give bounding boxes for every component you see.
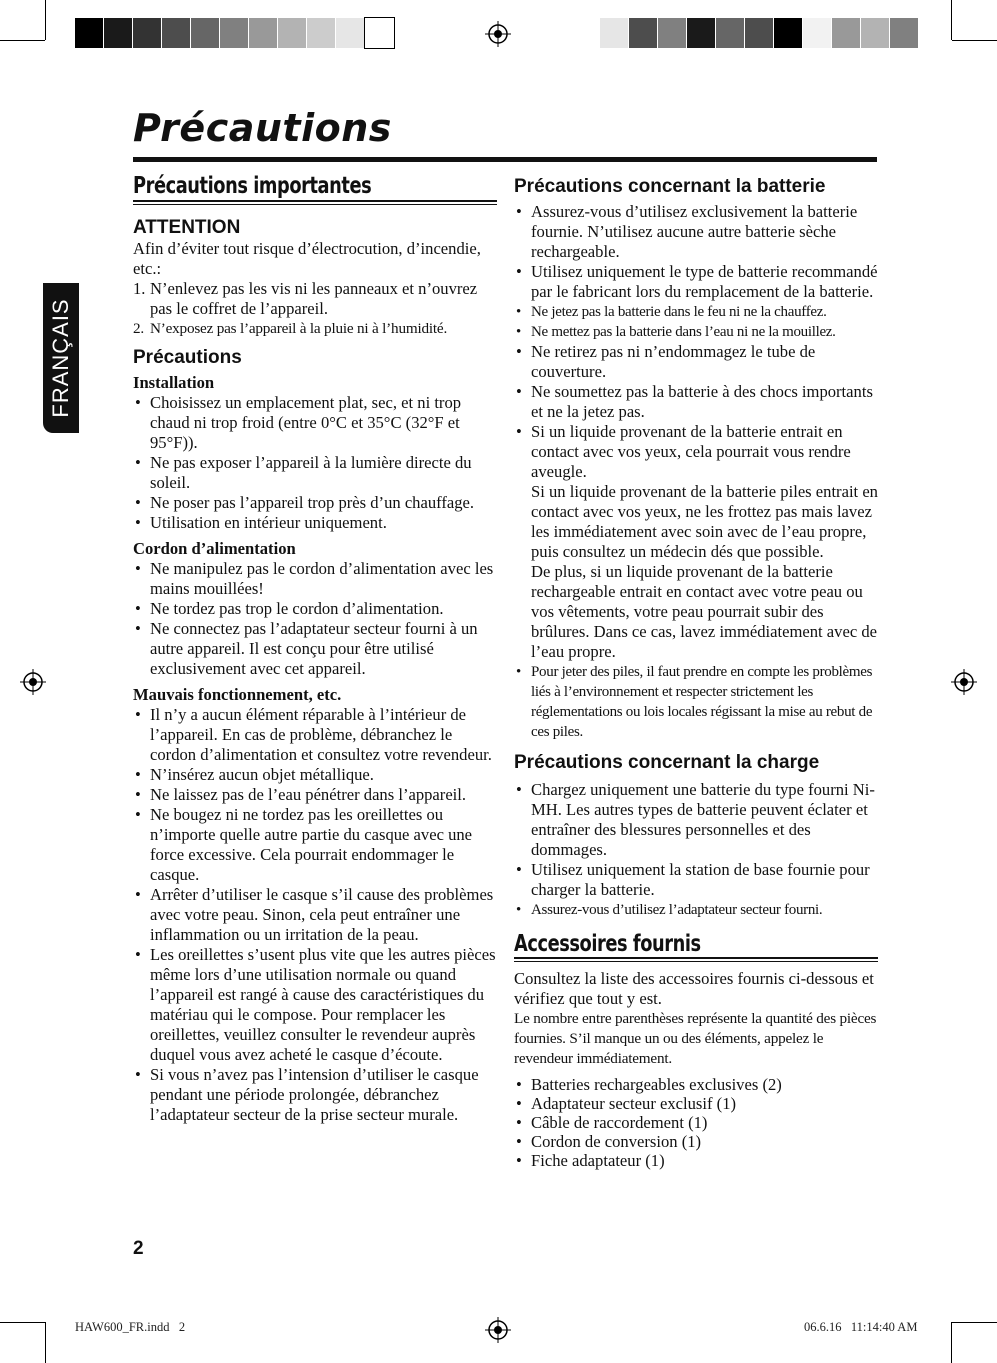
- malfunction-list: [133, 705, 497, 1125]
- registration-mark-icon: [485, 1317, 511, 1343]
- list-item: • Ne manipulez pas le cordon d’alimentation avec les mains mouillées!: [133, 559, 497, 599]
- bullet-continuation: Si un liquide provenant de la batterie piles entrait en contact avec vos yeux, ne les frottez pas mais lavez les immédiatement avec soin avec de l’eau propre, puis consultez un médecin dés que possible.: [531, 482, 878, 561]
- attention-heading: ATTENTION: [133, 217, 241, 238]
- list-item: • Fiche adaptateur (1): [514, 1151, 878, 1170]
- color-swatch: [220, 18, 249, 48]
- crop-mark: [951, 0, 952, 40]
- language-tab: [43, 283, 79, 433]
- list-item: • Choisissez un emplacement plat, sec, et ni trop chaud ni trop froid (entre 0°C et 35°C (32°F et 95°F)).: [133, 393, 497, 453]
- color-swatch: [832, 18, 861, 48]
- color-swatch: [307, 18, 336, 48]
- list-item: • Ne soumettez pas la batterie à des chocs importants et ne la jetez pas.: [514, 382, 878, 422]
- list-item: • Si vous n’avez pas l’intension d’utiliser le casque pendant une période prolongée, débranchez l’adaptateur secteur de la prise secteur murale.: [133, 1065, 497, 1125]
- color-bar-right: [600, 18, 919, 48]
- right-column: [514, 175, 878, 1170]
- section-rule: [133, 200, 497, 205]
- color-swatch: [600, 18, 629, 48]
- page-title: Précautions: [133, 106, 392, 150]
- registration-mark-icon: [20, 669, 46, 695]
- color-swatch: [249, 18, 278, 48]
- item-text: N’enlevez pas les vis ni les panneaux et n’ouvrez pas le coffret de l’appareil.: [150, 279, 478, 318]
- crop-mark: [952, 1322, 997, 1323]
- color-swatch: [890, 18, 919, 48]
- color-swatch: [278, 18, 307, 48]
- precautions-heading: Précautions: [133, 347, 242, 368]
- list-item: • Ne jetez pas la batterie dans le feu ni ne la chauffez.: [514, 302, 878, 322]
- list-item: • Assurez-vous d’utilisez exclusivement la batterie fournie. N’utilisez aucune autre batterie sèche rechargeable.: [514, 202, 878, 262]
- list-item: • Chargez uniquement une batterie du type fourni Ni-MH. Les autres types de batterie peuvent éclater et entraîner des blessures personnelles et des dommages.: [514, 780, 878, 860]
- item-text: N’exposez pas l’appareil à la pluie ni à l’humidité.: [150, 320, 448, 337]
- section-rule: [514, 957, 878, 962]
- attention-list: [133, 279, 497, 339]
- list-item: • Arrêter d’utiliser le casque s’il cause des problèmes avec votre peau. Sinon, cela peut entraîner une inflammation ou un irritation de la peau.: [133, 885, 497, 945]
- color-swatch: [629, 18, 658, 48]
- list-item: • Ne retirez pas ni n’endommagez le tube de couverture.: [514, 342, 878, 382]
- crop-mark: [0, 40, 45, 41]
- charge-heading: Précautions concernant la charge: [514, 752, 820, 773]
- page-number: 2: [133, 1238, 144, 1259]
- color-swatch: [75, 18, 104, 48]
- accessories-note: Le nombre entre parenthèses représente la quantité des pièces fournies. S’il manque un ou des éléments, appelez le revendeur immédiatement.: [514, 1010, 877, 1067]
- attention-intro: Afin d’éviter tout risque d’électrocution, d’incendie, etc.:: [133, 239, 481, 278]
- color-swatch: [336, 18, 365, 48]
- color-swatch: [162, 18, 191, 48]
- color-swatch: [774, 18, 803, 48]
- list-item: • Ne connectez pas l’adaptateur secteur fourni à un autre appareil. Il est conçu pour être utilisé exclusivement avec cet appareil.: [133, 619, 497, 679]
- crop-mark: [0, 1322, 45, 1323]
- registration-mark-icon: [485, 21, 511, 47]
- color-swatch: [861, 18, 890, 48]
- footer-file-name: HAW600_FR.indd 2: [75, 1320, 186, 1334]
- crop-mark: [951, 1322, 952, 1363]
- item-number: 1.: [133, 279, 146, 298]
- registration-mark-icon: [951, 669, 977, 695]
- list-item: • Batteries rechargeables exclusives (2): [514, 1075, 878, 1094]
- battery-list: [514, 202, 878, 742]
- cord-heading: Cordon d’alimentation: [133, 539, 296, 558]
- list-item: • N’insérez aucun objet métallique.: [133, 765, 497, 785]
- list-item: • Ne laissez pas de l’eau pénétrer dans l’appareil.: [133, 785, 497, 805]
- list-item: • Câble de raccordement (1): [514, 1113, 878, 1132]
- cord-list: [133, 559, 497, 679]
- color-swatch: [803, 18, 832, 48]
- list-item: • Pour jeter des piles, il faut prendre en compte les problèmes liés à l’environnement et respecter strictement les réglementations ou lois locales régissant la mise au rebut de ces piles.: [514, 662, 878, 742]
- left-column: [133, 173, 497, 1125]
- crop-mark: [952, 40, 997, 41]
- list-item: • Il n’y a aucun élément réparable à l’intérieur de l’appareil. En cas de problème, débranchez le cordon d’alimentation et consultez votre revendeur.: [133, 705, 497, 765]
- list-item: • Utilisez uniquement le type de batterie recommandé par le fabricant lors du remplacement de la batterie.: [514, 262, 878, 302]
- color-swatch: [104, 18, 133, 48]
- color-swatch: [133, 18, 162, 48]
- color-swatch: [658, 18, 687, 48]
- list-item: • Adaptateur secteur exclusif (1): [514, 1094, 878, 1113]
- language-tab-label: FRANÇAIS: [48, 298, 73, 418]
- crop-mark: [45, 0, 46, 40]
- list-item: • Ne poser pas l’appareil trop près d’un chauffage.: [133, 493, 497, 513]
- list-item: • Ne bougez ni ne tordez pas les oreillettes ou n’importe quelle autre partie du casque avec une force excessive. Cela pourrait endommager le casque.: [133, 805, 497, 885]
- color-swatch: [716, 18, 745, 48]
- list-item: • Assurez-vous d’utilisez l’adaptateur secteur fourni.: [514, 900, 878, 920]
- title-rule: [133, 157, 877, 162]
- footer-timestamp: 06.6.16 11:14:40 AM: [804, 1320, 918, 1334]
- battery-heading: Précautions concernant la batterie: [514, 176, 826, 197]
- list-item: • Ne tordez pas trop le cordon d’alimentation.: [133, 599, 497, 619]
- item-number: 2.: [133, 320, 144, 337]
- color-swatch: [745, 18, 774, 48]
- list-item: • Utilisez uniquement la station de base fournie pour charger la batterie.: [514, 860, 878, 900]
- color-swatch: [191, 18, 220, 48]
- list-item: • Ne mettez pas la batterie dans l’eau ni ne la mouillez.: [514, 322, 878, 342]
- accessories-title: Accessoires fournis: [514, 931, 701, 957]
- accessories-list: [514, 1075, 878, 1170]
- list-item: • Cordon de conversion (1): [514, 1132, 878, 1151]
- accessories-intro: Consultez la liste des accessoires fournis ci-dessous et vérifiez que tout y est.: [514, 969, 874, 1008]
- color-swatch: [687, 18, 716, 48]
- list-item: • Ne pas exposer l’appareil à la lumière directe du soleil.: [133, 453, 497, 493]
- list-item: • Les oreillettes s’usent plus vite que les autres pièces même lors d’une utilisation normale ou quand l’appareil est rangé à cause des caractéristiques du matériau qui le compose. Pour remplacer les oreillettes, veuillez consulter le revendeur auprès duquel vous avez acheté le casque d’écoute.: [133, 945, 497, 1065]
- installation-heading: Installation: [133, 373, 215, 392]
- color-bar-left: [75, 18, 394, 48]
- crop-mark: [45, 1322, 46, 1363]
- malfunction-heading: Mauvais fonctionnement, etc.: [133, 685, 342, 704]
- bullet-continuation: De plus, si un liquide provenant de la batterie rechargeable entrait en contact avec votre peau ou vos vêtements, votre peau pourrait subir des brûlures. Dans ce cas, lavez immédiatement avec de l’eau propre.: [531, 562, 878, 661]
- charge-list: [514, 780, 878, 920]
- list-item: [133, 319, 497, 339]
- list-item: • Utilisation en intérieur uniquement.: [133, 513, 497, 533]
- section-title-important: Précautions importantes: [133, 173, 372, 199]
- list-item: • Si un liquide provenant de la batterie entrait en contact avec vos yeux, cela pourrait vous rendre aveugle.: [514, 422, 878, 482]
- color-swatch: [365, 18, 394, 48]
- installation-list: [133, 393, 497, 533]
- list-item: [133, 279, 497, 319]
